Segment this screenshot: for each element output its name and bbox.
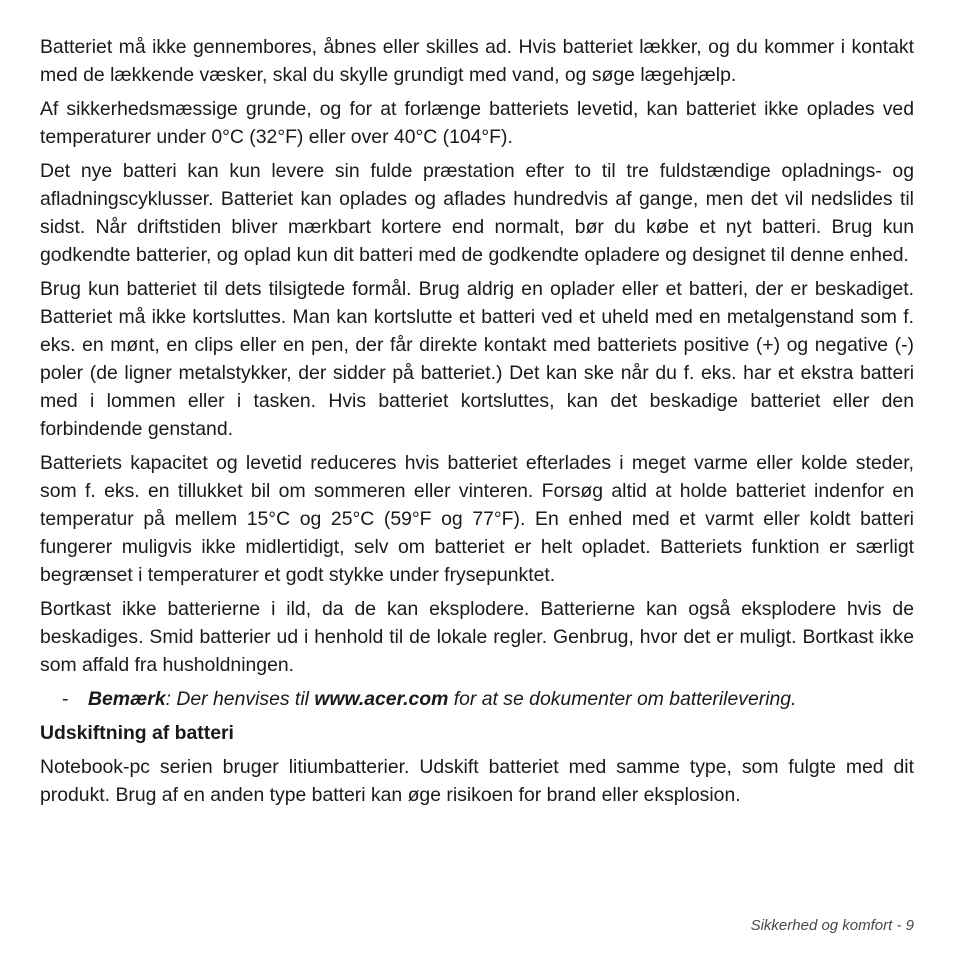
note-link[interactable]: www.acer.com — [314, 688, 449, 710]
paragraph-battery-cycles: Det nye batteri kan kun levere sin fulde præstation efter to til tre fuldstændige opladnings- og afladningscyklusser. Batteriet kan oplades og aflades hundredvis af gange, men det vil nedslides til sidst. Når driftstiden bliver mærkbart kortere end normalt, bør du købe et nyt batteri. Brug kun godkendte batterier, og oplad kun dit batteri med de godkendte opladere og designet til denne enhed. — [40, 160, 914, 266]
paragraph-puncture-warning: Batteriet må ikke gennembores, åbnes eller skilles ad. Hvis batteriet lækker, og du kommer i kontakt med de lækkende væsker, skal du skylle grundigt med vand, og søge lægehjælp. — [40, 36, 914, 86]
section-heading: Udskiftning af batteri — [40, 722, 234, 744]
note-content — [88, 685, 796, 713]
document-body — [40, 33, 914, 815]
note — [40, 685, 914, 713]
paragraph-replacement: Notebook-pc serien bruger litiumbatterier. Udskift batteriet med samme type, som fulgte med dit produkt. Brug af en anden type batteri kan øge risikoen for brand eller eksplosion. — [40, 756, 914, 806]
paragraph-temperature-charging: Af sikkerhedsmæssige grunde, og for at forlænge batteriets levetid, kan batteriet ikke oplades ved temperaturer under 0°C (32°F) eller over 40°C (104°F). — [40, 98, 914, 148]
paragraph-short-circuit: Brug kun batteriet til dets tilsigtede formål. Brug aldrig en oplader eller et batteri, der er beskadiget. Batteriet må ikke kortsluttes. Man kan kortslutte et batteri ved et uheld med en metalgenstand som f. eks. en mønt, en clips eller en pen, der får direkte kontakt med batteriets positive (+) og negative (-) poler (de ligner metalstykker, der sidder på batteriet.) Det kan ske når du f. eks. har et ekstra batteri med i lommen eller i tasken. Hvis batteriet kortsluttes, kan det beskadige batteriet eller den forbindende genstand. — [40, 278, 914, 440]
page-number: 9 — [905, 917, 914, 934]
note-dash: - — [62, 688, 69, 710]
paragraph-capacity-temperature: Batteriets kapacitet og levetid reduceres hvis batteriet efterlades i meget varme eller kolde steder, som f. eks. en tillukket bil om sommeren eller vinteren. Forsøg altid at holde batteriet indenfor en temperatur på mellem 15°C og 25°C (59°F og 77°F). En enhed med et varmt eller koldt batteri fungerer muligvis ikke midlertidigt, selv om batteriet er helt opladet. Batteriets funktion er særligt begrænset i temperaturer et godt stykke under frysepunktet. — [40, 452, 914, 586]
paragraph-disposal: Bortkast ikke batterierne i ild, da de kan eksplodere. Batterierne kan også eksplodere hvis de beskadiges. Smid batterier ud i henhold til de lokale regler. Genbrug, hvor det er muligt. Bortkast ikke som affald fra husholdningen. — [40, 598, 914, 676]
note-text-before: : Der henvises til — [165, 688, 315, 710]
note-label: Bemærk — [88, 688, 166, 710]
page-footer — [751, 917, 914, 934]
note-text-after: for at se dokumenter om batterilevering. — [448, 688, 797, 710]
footer-section-name: Sikkerhed og komfort — [750, 917, 893, 934]
footer-separator: - — [892, 917, 906, 934]
